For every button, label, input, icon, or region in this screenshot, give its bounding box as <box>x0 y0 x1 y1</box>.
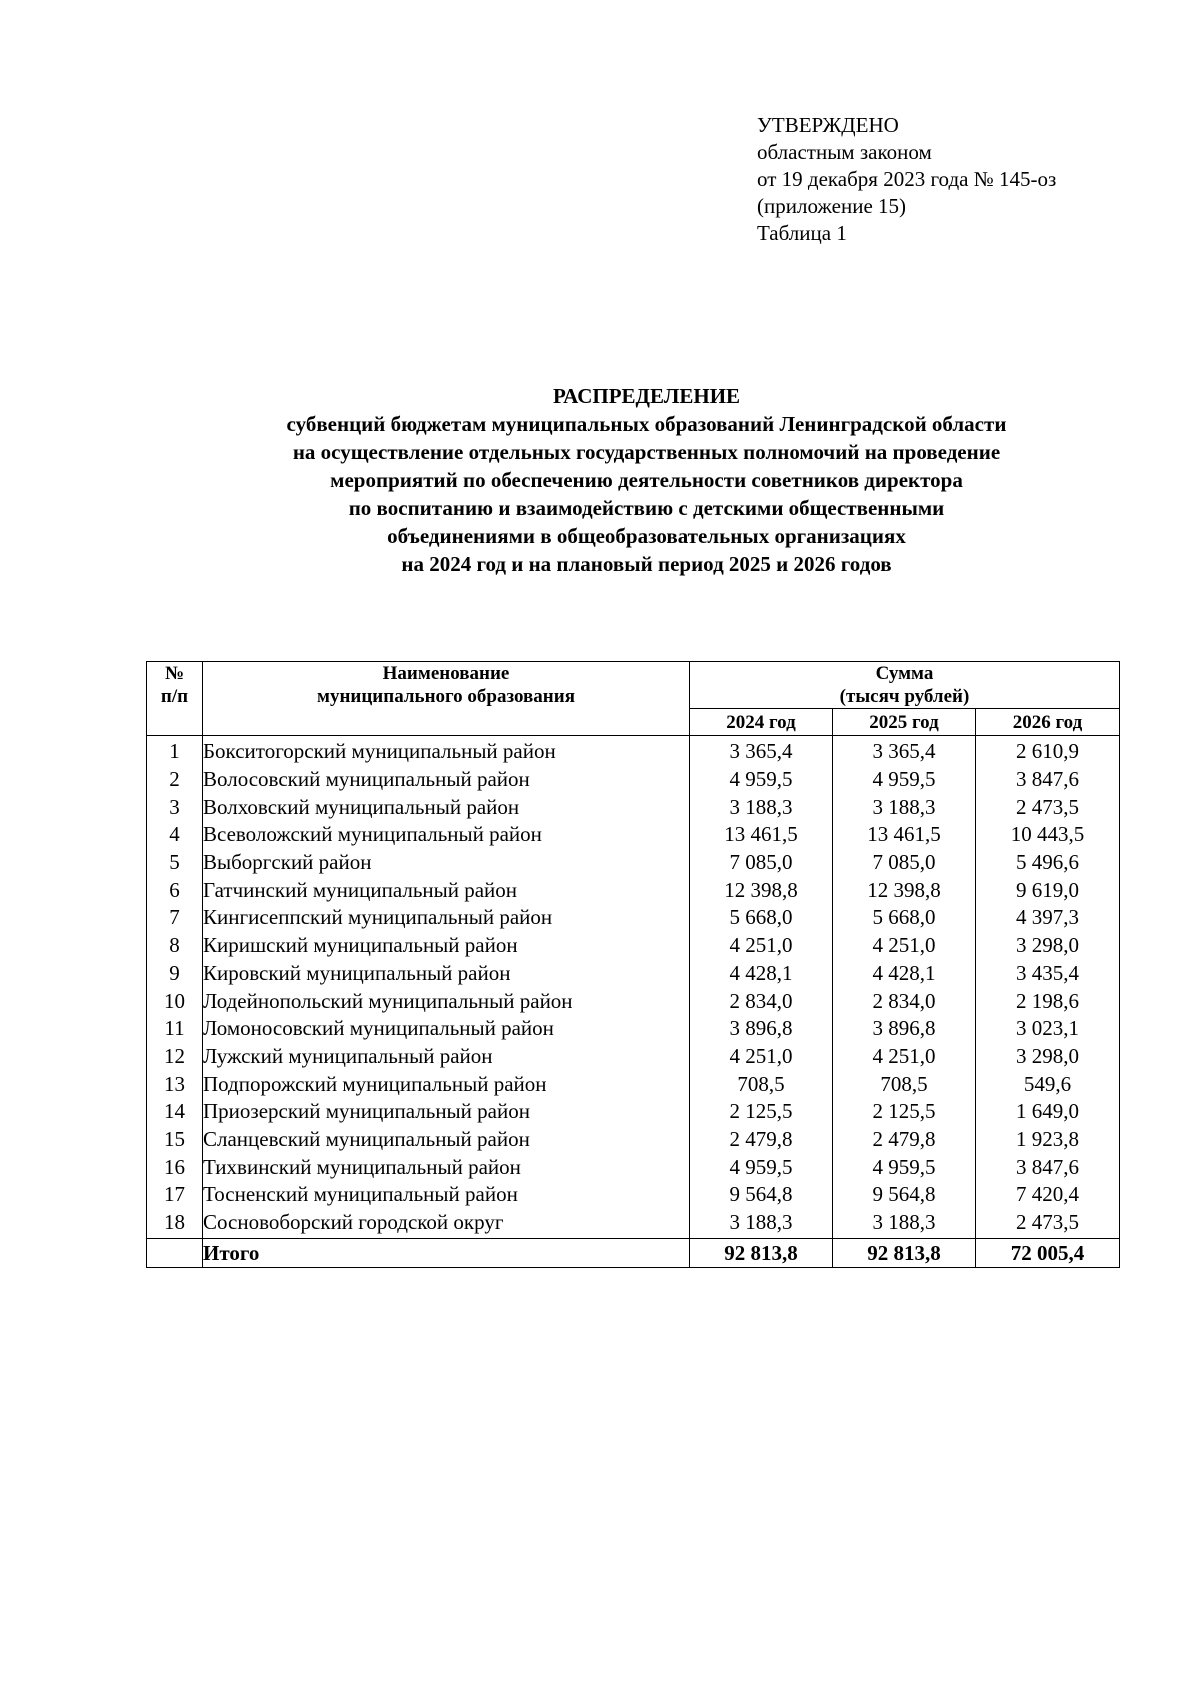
amount-2025: 2 125,5 <box>833 1098 976 1126</box>
amount-2025: 4 251,0 <box>833 1043 976 1071</box>
header-number-abbrev: п/п <box>160 686 189 707</box>
amount-2026: 2 198,6 <box>976 987 1120 1015</box>
municipality-name: Лужский муниципальный район <box>203 1043 690 1071</box>
amount-2025: 3 188,3 <box>833 1209 976 1239</box>
row-number: 4 <box>147 821 203 849</box>
header-sum <box>690 662 1120 709</box>
row-number: 17 <box>147 1181 203 1209</box>
amount-2024: 2 834,0 <box>690 987 833 1015</box>
municipality-name: Кировский муниципальный район <box>203 960 690 988</box>
amount-2026: 3 847,6 <box>976 766 1120 794</box>
amount-2024: 5 668,0 <box>690 904 833 932</box>
amount-2025: 708,5 <box>833 1070 976 1098</box>
amount-2025: 13 461,5 <box>833 821 976 849</box>
total-label: Итого <box>203 1239 690 1268</box>
approval-block <box>757 112 1056 247</box>
table-row <box>147 1209 1120 1239</box>
header-year-2024: 2024 год <box>690 709 833 736</box>
amount-2025: 4 959,5 <box>833 766 976 794</box>
municipality-name: Приозерский муниципальный район <box>203 1098 690 1126</box>
amount-2024: 2 479,8 <box>690 1126 833 1154</box>
row-number: 13 <box>147 1070 203 1098</box>
amount-2026: 3 023,1 <box>976 1015 1120 1043</box>
amount-2026: 2 473,5 <box>976 793 1120 821</box>
header-sum-title: Сумма <box>875 663 934 684</box>
amount-2024: 3 188,3 <box>690 1209 833 1239</box>
header-number-symbol: № <box>164 663 185 684</box>
amount-2026: 2 610,9 <box>976 736 1120 766</box>
amount-2026: 3 298,0 <box>976 932 1120 960</box>
row-number: 14 <box>147 1098 203 1126</box>
amount-2024: 4 959,5 <box>690 1153 833 1181</box>
approval-table-number: Таблица 1 <box>757 221 847 245</box>
amount-2026: 5 496,6 <box>976 849 1120 877</box>
table-row <box>147 876 1120 904</box>
header-name <box>203 662 690 736</box>
table-row <box>147 1043 1120 1071</box>
amount-2024: 3 365,4 <box>690 736 833 766</box>
table-row <box>147 1070 1120 1098</box>
amount-2026: 3 847,6 <box>976 1153 1120 1181</box>
amount-2025: 4 251,0 <box>833 932 976 960</box>
table-row <box>147 1015 1120 1043</box>
municipality-name: Волховский муниципальный район <box>203 793 690 821</box>
amount-2025: 9 564,8 <box>833 1181 976 1209</box>
table-row <box>147 1126 1120 1154</box>
municipality-name: Ломоносовский муниципальный район <box>203 1015 690 1043</box>
amount-2025: 5 668,0 <box>833 904 976 932</box>
document-heading <box>0 382 1200 578</box>
municipality-name: Тосненский муниципальный район <box>203 1181 690 1209</box>
row-number: 18 <box>147 1209 203 1239</box>
amount-2024: 708,5 <box>690 1070 833 1098</box>
row-number: 3 <box>147 793 203 821</box>
approval-appendix-line: (приложение 15) <box>757 194 907 218</box>
table-row <box>147 849 1120 877</box>
amount-2026: 549,6 <box>976 1070 1120 1098</box>
municipality-name: Кингисеппский муниципальный район <box>203 904 690 932</box>
amount-2024: 4 251,0 <box>690 932 833 960</box>
amount-2025: 3 188,3 <box>833 793 976 821</box>
municipality-name: Киришский муниципальный район <box>203 932 690 960</box>
amount-2025: 4 959,5 <box>833 1153 976 1181</box>
heading-line-4: по воспитанию и взаимодействию с детскими общественными <box>348 496 945 520</box>
amount-2024: 4 428,1 <box>690 960 833 988</box>
row-number: 2 <box>147 766 203 794</box>
table-footer <box>147 1239 1120 1268</box>
table-row <box>147 793 1120 821</box>
header-year-2025: 2025 год <box>833 709 976 736</box>
amount-2025: 7 085,0 <box>833 849 976 877</box>
municipality-name: Выборгский район <box>203 849 690 877</box>
table-row <box>147 766 1120 794</box>
municipality-name: Гатчинский муниципальный район <box>203 876 690 904</box>
approval-date-line: от 19 декабря 2023 года № 145-оз <box>757 167 1057 191</box>
municipality-name: Волосовский муниципальный район <box>203 766 690 794</box>
table-row <box>147 1153 1120 1181</box>
amount-2024: 4 959,5 <box>690 766 833 794</box>
amount-2025: 12 398,8 <box>833 876 976 904</box>
row-number: 11 <box>147 1015 203 1043</box>
table-header <box>147 662 1120 736</box>
row-number: 12 <box>147 1043 203 1071</box>
total-2024: 92 813,8 <box>690 1239 833 1268</box>
table-row <box>147 904 1120 932</box>
heading-line-2: на осуществление отдельных государственных полномочий на проведение <box>292 440 1001 464</box>
row-number: 7 <box>147 904 203 932</box>
total-row <box>147 1239 1120 1268</box>
amount-2026: 4 397,3 <box>976 904 1120 932</box>
table-row <box>147 932 1120 960</box>
heading-line-1: субвенций бюджетам муниципальных образований Ленинградской области <box>286 412 1007 436</box>
total-number-cell <box>147 1239 203 1268</box>
row-number: 6 <box>147 876 203 904</box>
municipality-name: Подпорожский муниципальный район <box>203 1070 690 1098</box>
row-number: 15 <box>147 1126 203 1154</box>
row-number: 1 <box>147 736 203 766</box>
header-year-2026: 2026 год <box>976 709 1120 736</box>
amount-2025: 2 834,0 <box>833 987 976 1015</box>
amount-2024: 12 398,8 <box>690 876 833 904</box>
amount-2025: 3 365,4 <box>833 736 976 766</box>
table-row <box>147 987 1120 1015</box>
total-2026: 72 005,4 <box>976 1239 1120 1268</box>
municipality-name: Сосновоборский городской округ <box>203 1209 690 1239</box>
table-row <box>147 821 1120 849</box>
table-row <box>147 960 1120 988</box>
amount-2025: 3 896,8 <box>833 1015 976 1043</box>
heading-title: РАСПРЕДЕЛЕНИЕ <box>552 384 741 408</box>
municipality-name: Всеволожский муниципальный район <box>203 821 690 849</box>
amount-2024: 3 188,3 <box>690 793 833 821</box>
amount-2024: 4 251,0 <box>690 1043 833 1071</box>
amount-2026: 7 420,4 <box>976 1181 1120 1209</box>
approval-title: УТВЕРЖДЕНО <box>757 113 899 137</box>
amount-2024: 13 461,5 <box>690 821 833 849</box>
amount-2026: 1 649,0 <box>976 1098 1120 1126</box>
row-number: 10 <box>147 987 203 1015</box>
row-number: 8 <box>147 932 203 960</box>
amount-2024: 7 085,0 <box>690 849 833 877</box>
header-name-line-2: муниципального образования <box>317 686 575 707</box>
row-number: 5 <box>147 849 203 877</box>
amount-2026: 10 443,5 <box>976 821 1120 849</box>
table-row <box>147 1181 1120 1209</box>
heading-line-5: объединениями в общеобразовательных организациях <box>387 524 906 548</box>
header-name-line-1: Наименование <box>382 663 510 684</box>
amount-2026: 2 473,5 <box>976 1209 1120 1239</box>
table-row <box>147 1098 1120 1126</box>
header-number <box>147 662 203 736</box>
table-body <box>147 736 1120 1239</box>
amount-2024: 9 564,8 <box>690 1181 833 1209</box>
amount-2026: 3 298,0 <box>976 1043 1120 1071</box>
amount-2025: 4 428,1 <box>833 960 976 988</box>
row-number: 9 <box>147 960 203 988</box>
amount-2026: 9 619,0 <box>976 876 1120 904</box>
heading-line-3: мероприятий по обеспечению деятельности советников директора <box>330 468 963 492</box>
approval-law-line: областным законом <box>757 140 932 164</box>
municipality-name: Лодейнопольский муниципальный район <box>203 987 690 1015</box>
amount-2026: 1 923,8 <box>976 1126 1120 1154</box>
amount-2024: 2 125,5 <box>690 1098 833 1126</box>
municipality-name: Сланцевский муниципальный район <box>203 1126 690 1154</box>
distribution-table <box>146 661 1120 1268</box>
amount-2024: 3 896,8 <box>690 1015 833 1043</box>
amount-2025: 2 479,8 <box>833 1126 976 1154</box>
municipality-name: Тихвинский муниципальный район <box>203 1153 690 1181</box>
municipality-name: Бокситогорский муниципальный район <box>203 736 690 766</box>
header-sum-units: (тысяч рублей) <box>839 686 970 707</box>
amount-2026: 3 435,4 <box>976 960 1120 988</box>
total-2025: 92 813,8 <box>833 1239 976 1268</box>
table-row <box>147 736 1120 766</box>
heading-line-6: на 2024 год и на плановый период 2025 и 2026 годов <box>401 552 892 576</box>
row-number: 16 <box>147 1153 203 1181</box>
